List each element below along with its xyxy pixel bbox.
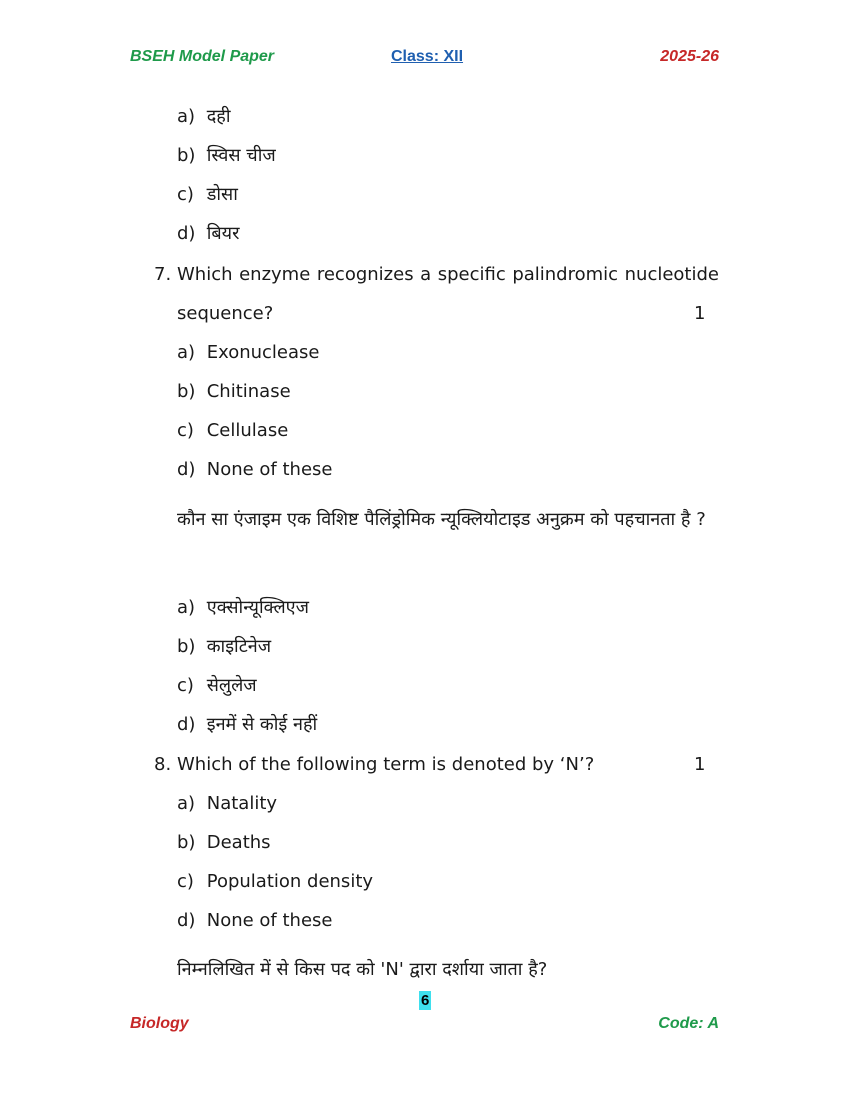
list-item: a) Exonuclease xyxy=(177,342,320,363)
list-item: c) डोसा xyxy=(177,184,238,205)
list-item: d) इनमें से कोई नहीं xyxy=(177,714,318,735)
page-number: 6 xyxy=(421,992,430,1009)
list-item: a) एक्सोन्यूक्लिएज xyxy=(177,597,309,618)
list-item: d) बियर xyxy=(177,223,240,244)
header-class: Class: XII xyxy=(391,48,464,65)
list-item: b) Chitinase xyxy=(177,381,291,402)
list-item: a) दही xyxy=(177,106,231,127)
list-item: c) सेलुलेज xyxy=(177,675,257,696)
question-8-marks: 1 xyxy=(694,754,706,775)
question-7-hindi-text: कौन सा एंजाइम एक विशिष्ट पैलिंड्रोमिक न्यूक्लियोटाइड अनुक्रम को पहचानता है ? xyxy=(177,509,706,530)
list-item: c) Population density xyxy=(177,871,374,892)
list-item: b) स्विस चीज xyxy=(177,145,276,166)
list-item: d) None of these xyxy=(177,910,333,931)
question-7-text-cont: sequence? xyxy=(177,303,274,324)
header-year: 2025-26 xyxy=(660,48,719,65)
footer-subject: Biology xyxy=(130,1015,189,1032)
question-7-text: Which enzyme recognizes a specific palindromic nucleotide xyxy=(177,264,719,285)
question-7-number: 7. xyxy=(154,264,172,285)
list-item: b) Deaths xyxy=(177,832,271,853)
question-8-hindi-text: निम्नलिखित में से किस पद को 'N' द्वारा दर्शाया जाता है? xyxy=(177,959,548,980)
footer-code: Code: A xyxy=(658,1015,719,1032)
list-item: b) काइटिनेज xyxy=(177,636,272,657)
list-item: a) Natality xyxy=(177,793,278,814)
list-item: d) None of these xyxy=(177,459,333,480)
list-item: c) Cellulase xyxy=(177,420,289,441)
question-7-marks: 1 xyxy=(694,303,706,324)
question-8-number: 8. xyxy=(154,754,172,775)
header-paper-title: BSEH Model Paper xyxy=(130,48,275,65)
question-8-text: Which of the following term is denoted by ‘N’? xyxy=(177,754,595,775)
